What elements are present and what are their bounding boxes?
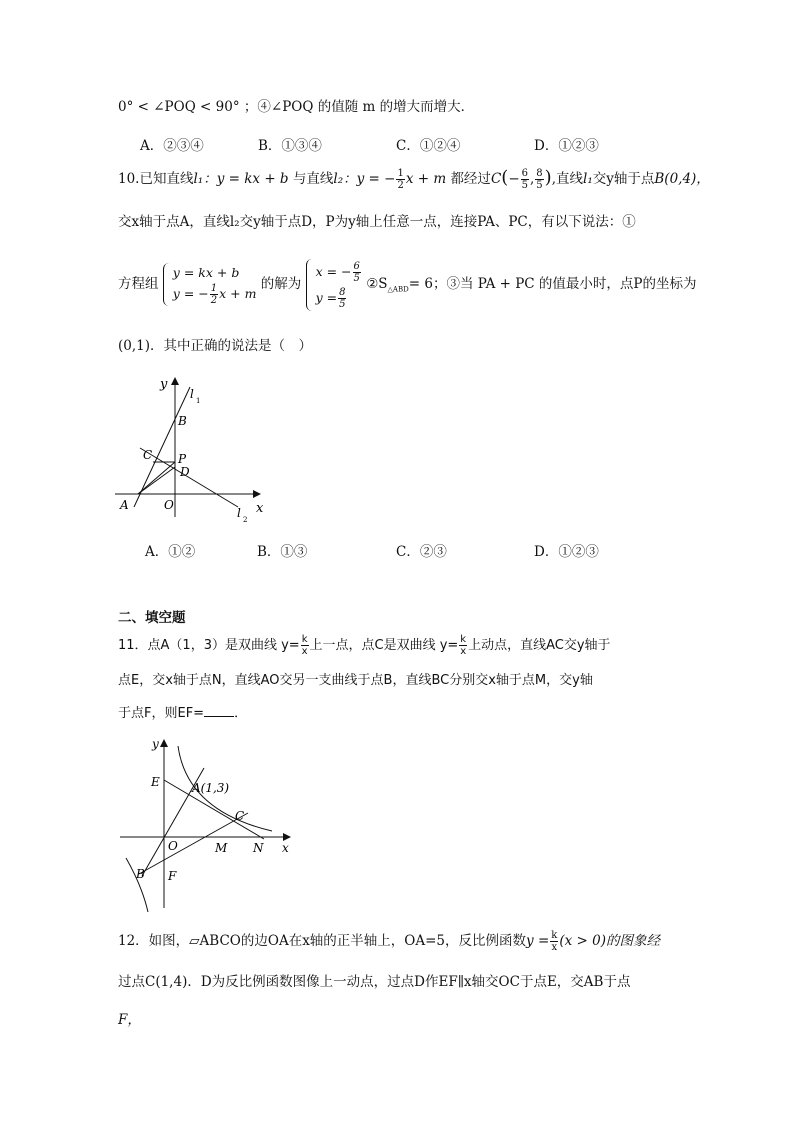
q10-label-l2: l (237, 506, 241, 520)
q11-answer-blank[interactable] (204, 704, 234, 717)
q10-segment-ad (138, 467, 175, 494)
q11-label-f: F (168, 869, 177, 883)
q10-line2: 交x轴于点A，直线l₂交y轴于点D，P为y轴上任意一点，连接PA、PC，有以下说法：① (118, 214, 636, 230)
q11-line-bc (139, 813, 248, 874)
q11-label-c: C (235, 809, 245, 823)
q10-label-l1: l (190, 387, 194, 401)
q10-line3: 方程组 y = kx + b y = − $\frac{1}{2}$ x + m 的解为 x = − $\frac{6}{5}$ y = $\frac{8}{5}$ $②S_{\triangle ABD}= 6$；③当 PA + PC 的值最小时，点P的坐标为 (118, 260, 697, 310)
q10-label-a: A (120, 498, 129, 512)
q10-equation-system: y = kx + b y = − $\frac{1}{2}$ x + m (163, 263, 257, 306)
q11-label-y: y (152, 737, 159, 751)
q10-segment-pa (138, 462, 175, 494)
q10-label-x: x (256, 501, 264, 516)
q10-choice-d: D．①②③ (534, 544, 599, 560)
q10-solution-system: x = − $\frac{6}{5}$ y = $\frac{8}{5}$ (306, 259, 362, 311)
q9-choice-b: B．①③④ (258, 138, 322, 154)
q11-line2: 点E，交x轴于点N，直线AO交另一支曲线于点B，直线BC分别交x轴于点M，交y轴 (118, 673, 593, 688)
q9-choice-c: C．①②④ (396, 138, 461, 154)
q11-label-m: M (215, 841, 228, 855)
q10-frac-half: $\frac{1}{2}$ (397, 168, 404, 191)
q11-line3: 于点F，则EF= ． (118, 706, 248, 721)
q10-label-o: O (164, 498, 174, 512)
q10-frac-cx: $\frac{6}{5}$ (521, 168, 528, 191)
svg-text:1: 1 (196, 397, 201, 405)
q11-label-e: E (151, 775, 160, 789)
q11-line1: 11．点A（1，3）是双曲线 y= $\frac{k}{x}$ 上一点，点C是双曲线 y= $\frac{k}{x}$ 上动点，直线AC交y轴于 (118, 634, 611, 657)
q10-frac-cy: $\frac{8}{5}$ (536, 168, 543, 191)
q10-choice-c: C．②③ (396, 544, 447, 560)
q10-choice-b: B．①③ (257, 544, 308, 560)
q10-label-d: D (180, 465, 190, 479)
q12-line1: 12．如图，▱ABCO的边OA在x轴的正半轴上，OA=5，反比例函数y = $\frac{k}{x}$ (x > 0)的图象经 (118, 930, 660, 953)
q10-line4: (0,1)．其中正确的说法是（ ） (118, 338, 313, 354)
q10-figure (110, 372, 280, 524)
q9-choice-a: A．②③④ (140, 138, 204, 154)
q11-label-x: x (282, 841, 289, 855)
q11-figure (112, 736, 298, 912)
q10-line1: 10.已知直线l₁：y = kx + b 与直线l₂：y = − $\frac{1}{2}$ x + m 都经过C(− $\frac{6}{5}$ , $\frac{8}{5}$ ),直线l₁交y轴于点B(0,4)， (118, 167, 710, 191)
q10-label-c: C (143, 448, 153, 462)
q11-label-b: B (136, 867, 145, 881)
q10-label-b: B (178, 414, 187, 428)
section-title-fill-in: 二、填空题 (118, 610, 186, 626)
q9-choice-d: D．①②③ (534, 138, 599, 154)
q9-tail-line: 0° < ∠POQ < 90° ；④∠POQ 的值随 m 的增大而增大． (118, 99, 475, 115)
q12-line3: F， (118, 1012, 141, 1028)
svg-text:2: 2 (243, 516, 248, 524)
q11-label-a: A(1,3) (192, 781, 230, 795)
q10-choice-a: A．①② (145, 544, 196, 560)
q11-label-n: N (253, 841, 264, 855)
q11-label-o: O (168, 839, 178, 853)
q12-line2: 过点C(1,4)．D为反比例函数图像上一动点，过点D作EF∥x轴交OC于点E，交AB于点 (118, 974, 631, 990)
q10-label-y: y (160, 377, 168, 392)
q10-line-l1 (134, 387, 190, 507)
q10-label-p: P (178, 452, 187, 466)
